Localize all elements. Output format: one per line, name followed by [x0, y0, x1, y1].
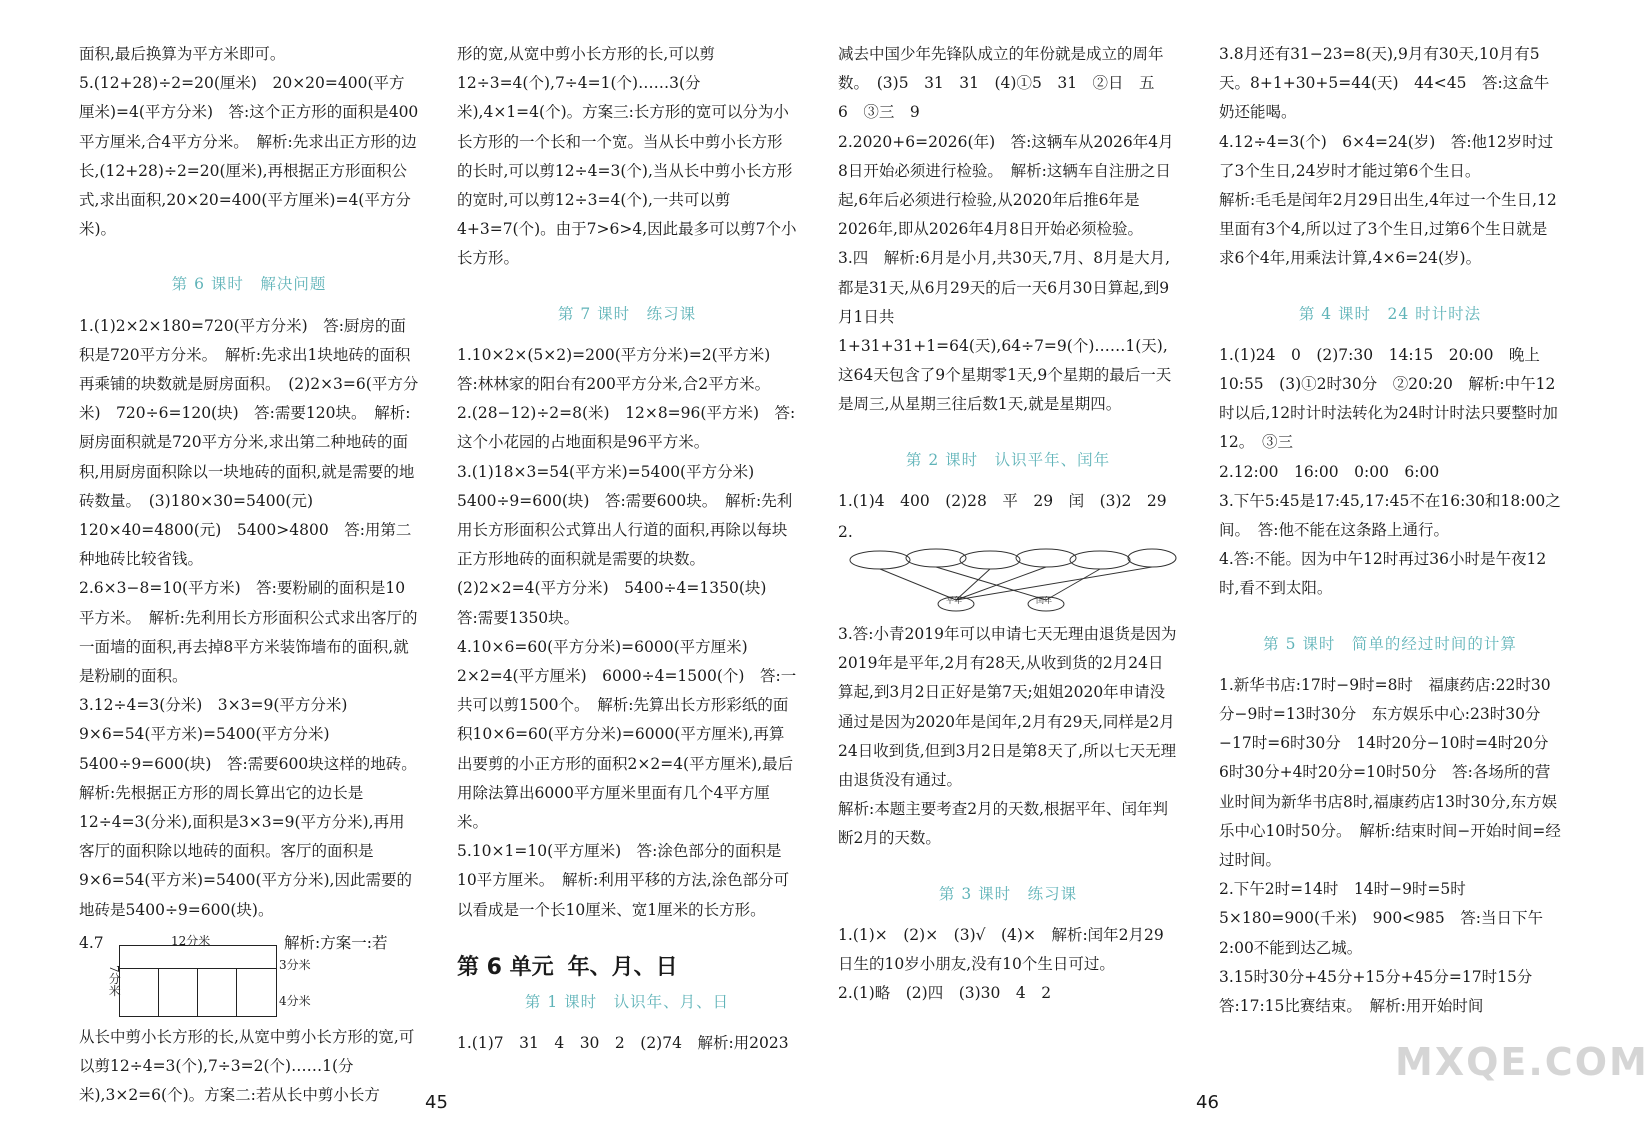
answer-paragraph: 面积,最后换算为平方米即可。	[79, 45, 286, 63]
answer-paragraph: 1.(1)7 31 4 30 2 (2)74 解析:用2023	[457, 1034, 789, 1053]
car-shape	[1070, 551, 1130, 569]
answer-paragraph: 2.6×3−8=10(平方米) 答:要粉刷的面积是10平方米。 解析:先利用长方形面积公式求出客厅的一面墙的面积,再去掉8平方米装饰墙布的面积,就是粉刷的面积。	[79, 579, 418, 686]
section-heading: 第 1 课时 认识年、月、日	[524, 993, 730, 1012]
answer-paragraph: 5.(12+28)÷2=20(厘米) 20×20=400(平方厘米)=4(平方分米) 答:这个正方形的面积是400平方厘米,合4平方分米。 解析:先求出正方形的边长,(12+28)÷2=20(厘米),再根据正方形面积公式,求出面积,20×20=400(平方厘米)=4(平方分米)。	[79, 74, 419, 239]
answer-paragraph: 4.答:不能。因为中午12时再过36小时是午夜12时,看不到太阳。	[1219, 550, 1547, 598]
car-shape	[1128, 549, 1176, 567]
answer-paragraph: 3.(1)18×3=54(平方米)=5400(平方分米) 5400÷9=600(块) 答:需要600块。 解析:先利用长方形面积公式算出人行道的面积,再除以每块正方形地砖的面积就是需要的块数。 (2)2×2=4(平方分米) 5400÷4=1350(块) 答:需要1350块。	[457, 462, 793, 627]
unit-heading	[457, 953, 797, 982]
answer-paragraph: 3.12÷4=3(分米) 3×3=9(平方分米) 9×6=54(平方米)=5400(平方分米) 5400÷9=600(块) 答:需要600块这样的地砖。 解析:先根据正方形的周长算出它的边长是12÷4=3(分米),面积是3×3=9(平方分米),再用客厅的面积除以地砖的面积。客厅的面积是9×6=54(平方米)=5400(平方分米),因此需要的地砖是5400÷9=600(块)。	[79, 696, 425, 919]
figure-label-right-1: 3分米	[279, 957, 311, 972]
section-heading: 第 5 课时 简单的经过时间的计算	[1263, 634, 1517, 653]
answer-paragraph: 1.(1)4 400 (2)28 平 29 闰 (3)2 29	[838, 491, 1167, 510]
answer-paragraph: 3.下午5:45是17:45,17:45不在16:30和18:00之间。 答:他不能在这条路上通行。	[1219, 491, 1561, 540]
answer-paragraph: 2.2020+6=2026(年) 答:这辆车从2026年4月8日开始必须进行检验。 解析:这辆车自注册之日起,6年后必须进行检验,从2020年后推6年是2026年,即从2026年4月8日开始必须检验。	[838, 132, 1174, 239]
site-watermark: MXQE.COM	[1395, 1040, 1649, 1084]
answer-paragraph: 2.(28−12)÷2=8(米) 12×8=96(平方米) 答:这个小花园的占地面积是96平方米。	[457, 404, 796, 452]
answer-paragraph: 2.(1)略 (2)四 (3)30 4 2	[838, 984, 1052, 1003]
unit-title: 年、月、日	[567, 954, 678, 980]
answer-paragraph: 3.15时30分+45分+15分+45分=17时15分 答:17:15比赛结束。 解析:用开始时间	[1219, 967, 1548, 1016]
figure-label-top: 12分米	[171, 933, 211, 948]
figure-label-left: 7分米	[107, 964, 122, 997]
section-heading: 第 3 课时 练习课	[938, 884, 1078, 903]
answer-paragraph: 1.10×2×(5×2)=200(平方分米)=2(平方米) 答:林林家的阳台有200平方分米,合2平方米。	[457, 345, 786, 394]
section-heading: 第 4 课时 24 时计时法	[1298, 304, 1482, 323]
section-heading: 第 6 课时 解决问题	[171, 275, 327, 294]
car-shape	[906, 549, 966, 567]
column-2	[457, 40, 797, 1059]
answer-paragraph: 3.答:小青2019年可以申请七天无理由退货是因为2019年是平年,2月有28天,从收到货的2月24日算起,到3月2日正好是第7天;姐姐2020年申请没通过是因为2020年是闰年,2月有29天,同样是2月24日收到货,但到3月2日是第8天了,所以七天无理由退货没有通过。	[838, 625, 1177, 790]
answer-paragraph: 减去中国少年先锋队成立的年份就是成立的周年数。 (3)5 31 31 (4)①5 31 ②日 五 6 ③三 9	[838, 45, 1171, 122]
answer-paragraph: 2.下午2时=14时 14时−9时=5时 5×180=900(千米) 900<985 答:当日下午2:00不能到达乙城。	[1219, 880, 1543, 957]
car-shape	[850, 551, 910, 569]
car-shape	[1016, 549, 1076, 567]
answer-paragraph: 2.12:00 16:00 0:00 6:00	[1219, 462, 1440, 481]
column-1	[79, 40, 425, 1111]
answer-paragraph: 解析:本题主要考查2月的天数,根据平年、闰年判断2月的天数。	[838, 800, 1169, 848]
section-heading: 第 2 课时 认识平年、闰年	[905, 450, 1111, 469]
answer-paragraph: 1.(1)24 0 (2)7:30 14:15 20:00 晚上10:55 (3)①2时30分 ②20:20 解析:中午12时以后,12时计时法转化为24时计时法只要整时加12。 ③三	[1219, 345, 1558, 452]
answer-paragraph: 5.10×1=10(平方厘米) 答:涂色部分的面积是10平方厘米。 解析:利用平移的方法,涂色部分可以看成是一个长10厘米、宽1厘米的长方形。	[457, 842, 790, 919]
figure-label-pingnian: 平年	[946, 596, 962, 606]
unit-number: 第 6 单元	[457, 954, 554, 980]
answer-paragraph: 1.新华书店:17时−9时=8时 福康药店:22时30分−9时=13时30分 东方娱乐中心:23时30分−17时=6时30分 14时20分−10时=4时20分 6时30分+4时20分=10时50分 答:各场所的营业时间为新华书店8时,福康药店13时30分,东方娱乐中心10时50分。 解析:结束时间−开始时间=经过时间。	[1219, 675, 1565, 870]
answer-paragraph: 3.8月还有31−23=8(天),9月有30天,10月有5天。8+1+30+5=44(天) 44<45 答:这盒牛奶还能喝。	[1219, 45, 1550, 122]
question-number: 4.7	[79, 933, 104, 952]
year-matching-figure	[838, 518, 1178, 614]
page-number-right: 46	[1196, 1092, 1219, 1113]
answer-paragraph: 4.12÷4=3(个) 6×4=24(岁) 答:他12岁时过了3个生日,24岁时才能过第6个生日。	[1219, 132, 1554, 180]
page-number-left: 45	[425, 1092, 448, 1113]
answer-paragraph: 形的宽,从宽中剪小长方形的长,可以剪12÷3=4(个),7÷4=1(个)……3(分米),4×1=4(个)。方案三:长方形的宽可以分为小长方形的一个长和一个宽。当从长中剪小长方形的长时,可以剪12÷4=3(个),当从长中剪小长方形的宽时,可以剪12÷3=4(个),一共可以剪4+3=7(个)。由于7>6>4,因此最多可以剪7个小长方形。	[457, 45, 797, 268]
answer-paragraph: 4.10×6=60(平方分米)=6000(平方厘米) 2×2=4(平方厘米) 6000÷4=1500(个) 答:一共可以剪1500个。 解析:先算出长方形彩纸的面积10×6=60(平方分米)=6000(平方厘米),再算出要剪的小正方形的面积2×2=4(平方厘米),最后用除法算出6000平方厘米里面有几个4平方厘米。	[457, 637, 797, 832]
section-heading: 第 7 课时 练习课	[557, 304, 697, 323]
answer-paragraph: 解析:毛毛是闰年2月29日出生,4年过一个生日,12里面有3个4,所以过了3个生日,过第6个生日就是求6个4年,用乘法计算,4×6=24(岁)。	[1219, 191, 1557, 268]
column-3	[838, 40, 1178, 1008]
answer-paragraph: 3.四 解析:6月是小月,共30天,7月、8月是大月,都是31天,从6月29天的后一天6月30日算起,到9月1日共1+31+31+1=64(天),64÷7=9(个)……1(天),这64天包含了9个星期零1天,9个星期的最后一天是周三,从星期三往后数1天,就是星期四。	[838, 249, 1172, 414]
analysis-lead: 解析:方案一:若	[284, 933, 388, 952]
figure-label-right-2: 4分米	[279, 993, 311, 1008]
figure-label-runnian: 闰年	[1036, 596, 1052, 606]
question-number: 2.	[838, 523, 853, 542]
rectangle-grid	[119, 945, 277, 1017]
answer-paragraph: 1.(1)× (2)× (3)√ (4)× 解析:闰年2月29日生的10岁小朋友,没有10个生日可过。	[838, 925, 1164, 974]
car-shape	[960, 551, 1020, 569]
answer-paragraph: 1.(1)2×2×180=720(平方分米) 答:厨房的面积是720平方分米。 解析:先求出1块地砖的面积再乘铺的块数就是厨房面积。 (2)2×3=6(平方分米) 720÷6=120(块) 答:需要120块。 解析:厨房面积就是720平方分米,求出第二种地砖的面积,用厨房面积除以一块地砖的面积,就是需要的地砖数量。 (3)180×30=5400(元) 120×40=4800(元) 5400>4800 答:用第二种地砖比较省钱。	[79, 316, 419, 569]
column-4	[1219, 40, 1565, 1021]
rectangle-cutting-figure	[79, 929, 419, 1019]
matching-diagram	[838, 518, 1178, 614]
answer-paragraph: 从长中剪小长方形的长,从宽中剪小长方形的宽,可以剪12÷4=3(个),7÷3=2(个)……1(分米),3×2=6(个)。方案二:若从长中剪小长方	[79, 1027, 415, 1105]
